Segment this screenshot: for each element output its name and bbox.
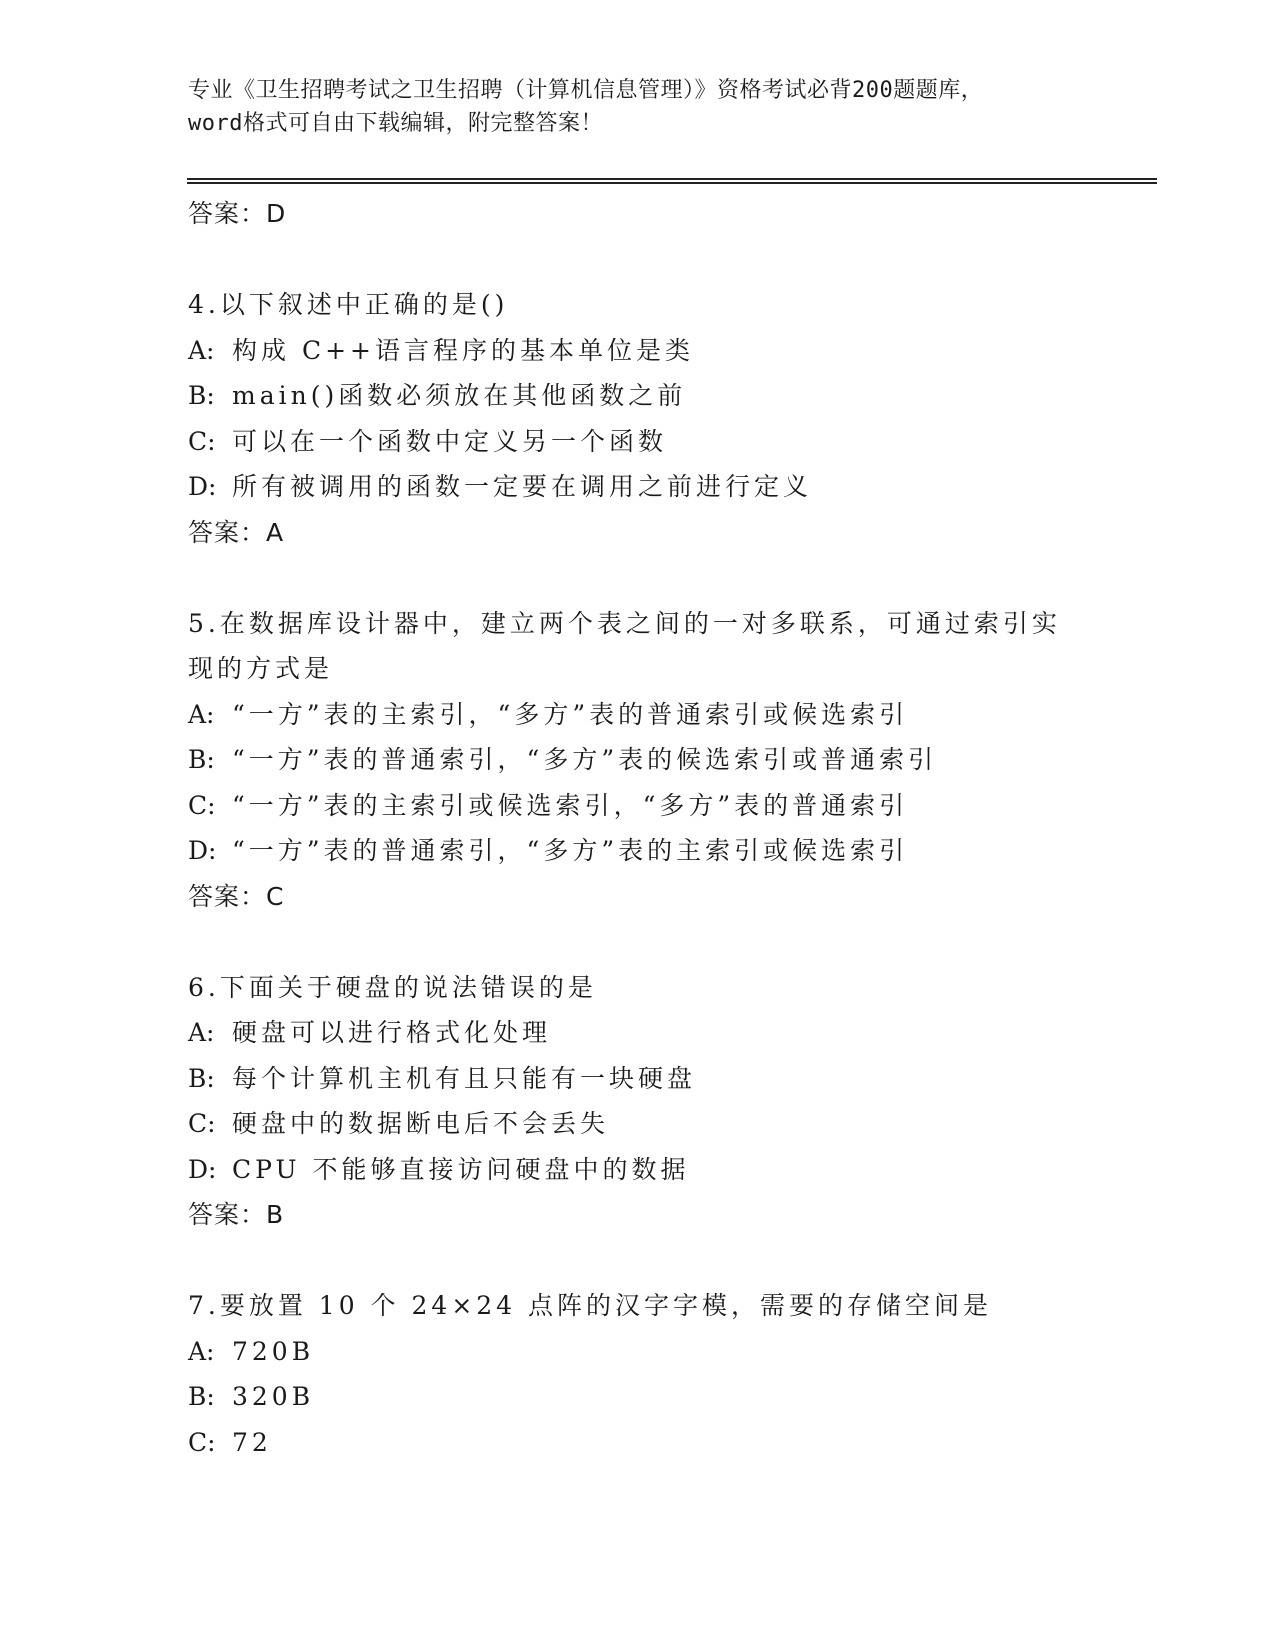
option-text: “一方”表的普通索引，“多方”表的主索引或候选索引 (232, 836, 909, 865)
question-stem: 7.要放置 10 个 24×24 点阵的汉字字模，需要的存储空间是 (188, 1291, 993, 1320)
option-row (188, 783, 1088, 829)
option-row (188, 373, 1088, 419)
option-text: 72 (232, 1427, 272, 1457)
question-stem: 5.在数据库设计器中，建立两个表之间的一对多联系，可通过索引实 (188, 608, 1061, 638)
option-row (188, 1147, 1088, 1193)
question-list (188, 191, 1088, 1465)
option-row (188, 692, 1088, 738)
option-label: B: (188, 745, 215, 774)
previous-answer: 答案：D (188, 199, 287, 228)
option-row (188, 737, 1088, 783)
question-stem: 6.下面关于硬盘的说法错误的是 (188, 972, 597, 1002)
option-text: 硬盘可以进行格式化处理 (232, 1018, 552, 1047)
option-text: 所有被调用的函数一定要在调用之前进行定义 (232, 472, 813, 501)
option-label: B: (188, 1382, 215, 1411)
option-label: B: (188, 1063, 215, 1093)
option-row (188, 1329, 1088, 1375)
answer-line: 答案：C (188, 881, 285, 911)
question-spacer (188, 1238, 1088, 1283)
option-text: main()函数必须放在其他函数之前 (232, 381, 687, 410)
option-text: CPU 不能够直接访问硬盘中的数据 (232, 1154, 690, 1184)
option-row (188, 1056, 1088, 1102)
option-label: C: (188, 1427, 216, 1457)
option-row (188, 828, 1088, 874)
option-label: D: (188, 1154, 217, 1184)
option-row (188, 1374, 1088, 1420)
question-stem: 4.以下叙述中正确的是() (188, 290, 509, 319)
header-divider-top (187, 178, 1157, 180)
option-label: A: (188, 335, 215, 365)
option-text: “一方”表的主索引或候选索引，“多方”表的普通索引 (232, 790, 909, 820)
option-text: 可以在一个函数中定义另一个函数 (232, 426, 668, 456)
option-row (188, 1010, 1088, 1056)
option-row (188, 328, 1088, 374)
header-line-1: 专业《卫生招聘考试之卫生招聘（计算机信息管理）》资格考试必背200题题库， (188, 78, 984, 103)
question-block (188, 965, 1088, 1239)
option-label: B: (188, 381, 215, 410)
option-text: 构成 C++语言程序的基本单位是类 (232, 335, 694, 365)
option-label: C: (188, 1109, 216, 1138)
question-spacer (188, 237, 1088, 282)
header-divider-bottom (187, 182, 1157, 184)
option-text: “一方”表的普通索引，“多方”表的候选索引或普通索引 (232, 745, 938, 774)
option-label: C: (188, 426, 216, 456)
option-text: 硬盘中的数据断电后不会丢失 (232, 1109, 610, 1138)
question-block (188, 1283, 1088, 1465)
option-row (188, 464, 1088, 510)
question-spacer (188, 556, 1088, 601)
option-text: 320B (232, 1382, 315, 1411)
option-label: D: (188, 472, 217, 501)
option-row (188, 1101, 1088, 1147)
option-label: A: (188, 1018, 215, 1047)
option-label: A: (188, 699, 215, 729)
option-label: A: (188, 1336, 215, 1366)
option-row (188, 1420, 1088, 1466)
option-text: 720B (232, 1336, 315, 1366)
option-label: D: (188, 836, 217, 865)
header-line-2: word格式可自由下载编辑，附完整答案！ (188, 111, 603, 136)
option-text: 每个计算机主机有且只能有一块硬盘 (232, 1063, 697, 1093)
option-row (188, 419, 1088, 465)
question-stem: 现的方式是 (188, 654, 334, 683)
answer-line: 答案：B (188, 1200, 285, 1229)
document-header (188, 74, 1088, 140)
question-block (188, 601, 1088, 920)
option-label: C: (188, 790, 216, 820)
question-block (188, 282, 1088, 556)
option-text: “一方”表的主索引，“多方”表的普通索引或候选索引 (232, 699, 909, 729)
answer-line: 答案：A (188, 517, 285, 547)
question-spacer (188, 920, 1088, 965)
